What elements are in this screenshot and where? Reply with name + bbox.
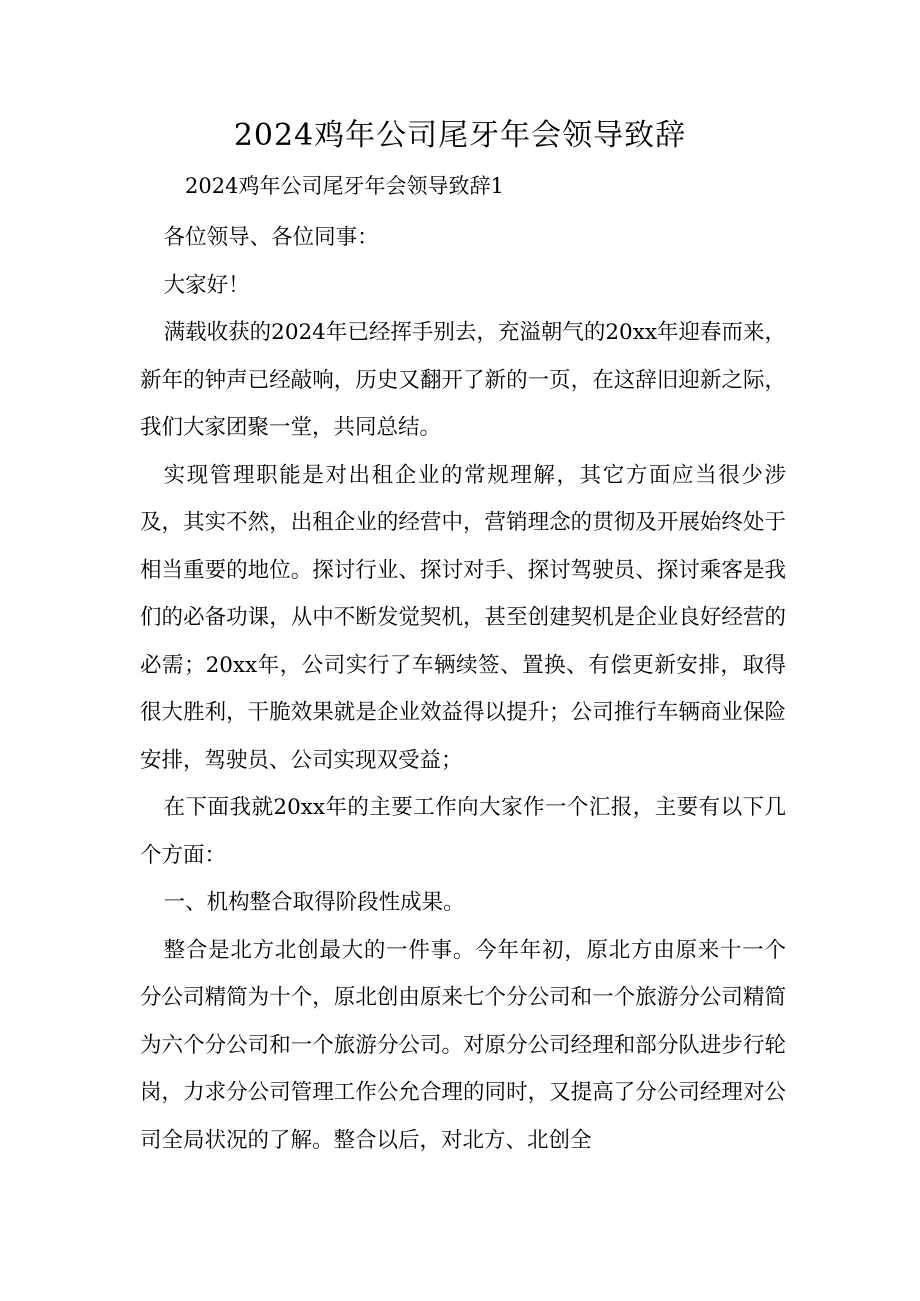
paragraph-report-intro: 在下面我就20xx年的主要工作向大家作一个汇报，主要有以下几个方面： bbox=[140, 795, 786, 868]
paragraph-management: 实现管理职能是对出租企业的常规理解，其它方面应当很少涉及，其实不然，出租企业的经营中，营销理念的贯彻及开展始终处于相当重要的地位。探讨行业、探讨对手、探讨驾驶员、探讨乘客是我们的必备功课，从中不断发觉契机，甚至创建契机是企业良好经营的必需；20xx年，公司实行了车辆续签、置换、有偿更新安排，取得很大胜利，干脆效果就是企业效益得以提升；公司推行车辆商业保险安排，驾驶员、公司实现双受益； bbox=[140, 462, 786, 773]
paragraph-greeting: 各位领导、各位同事： bbox=[163, 225, 379, 250]
paragraph-hello: 大家好！ bbox=[163, 272, 250, 298]
paragraph-integration: 整合是北方北创最大的一件事。今年年初，原北方由原来十一个分公司精简为十个，原北创由原来七个分公司和一个旅游分公司精简为六个分公司和一个旅游分公司。对原分公司经理和部分队进步行轮岗，力求分公司管理工作公允合理的同时，又提高了分公司经理对公司全局状况的了解。整合以后，对北方、北创全 bbox=[140, 937, 786, 1153]
section-heading-1: 一、机构整合取得阶段性成果。 bbox=[163, 890, 465, 915]
document-subtitle: 2024鸡年公司尾牙年会领导致辞1 bbox=[185, 174, 504, 198]
paragraph-intro: 满载收获的2024年已经挥手别去，充溢朝气的20xx年迎春而来，新年的钟声已经敲响，历史又翻开了新的一页，在这辞旧迎新之际，我们大家团聚一堂，共同总结。 bbox=[140, 320, 786, 440]
document-body bbox=[140, 214, 786, 1164]
document-title: 2024鸡年公司尾牙年会领导致辞 bbox=[233, 118, 687, 153]
